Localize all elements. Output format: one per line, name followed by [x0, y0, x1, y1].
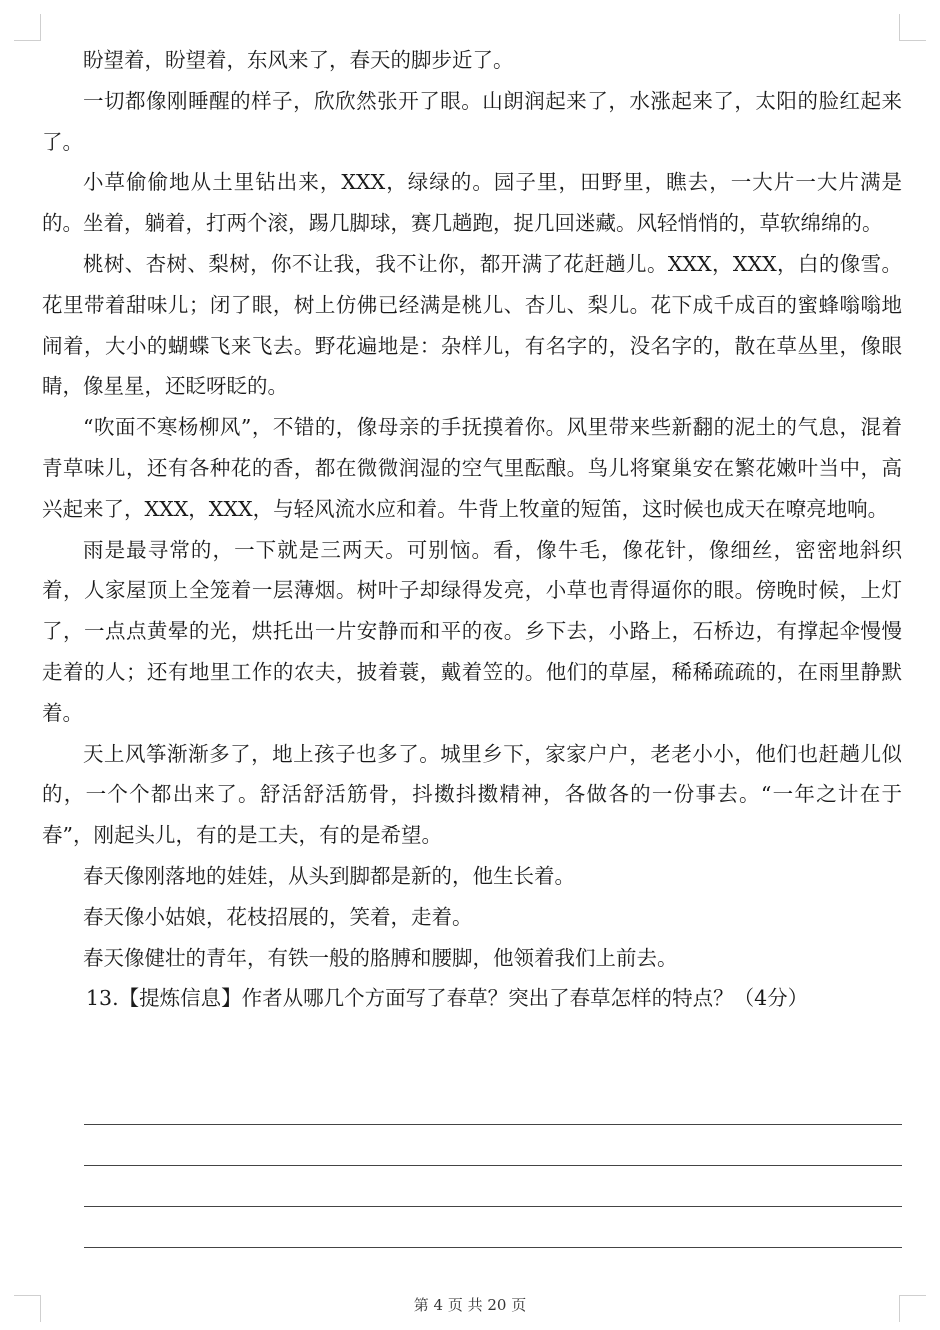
question-13: 13.【提炼信息】作者从哪几个方面写了春草？突出了春草怎样的特点？（4分） [86, 986, 809, 1011]
answer-line[interactable] [84, 1125, 902, 1166]
paragraph-3: 小草偷偷地从土里钻出来，XXX，绿绿的。园子里，田野里，瞧去，一大片一大片满是的。坐着，躺着，打两个滚，踢几脚球，赛几趟跑，捉几回迷藏。风轻悄悄的，草软绵绵的。 [42, 170, 902, 236]
paragraph-1: 盼望着，盼望着，东风来了，春天的脚步近了。 [83, 48, 514, 72]
paragraph-6: 雨是最寻常的，一下就是三两天。可别恼。看，像牛毛，像花针，像细丝，密密地斜织着，人家屋顶上全笼着一层薄烟。树叶子却绿得发亮，小草也青得逼你的眼。傍晚时候，上灯了，一点点黄晕的光，烘托出一片安静而和平的夜。乡下去，小路上，石桥边，有撑起伞慢慢走着的人；还有地里工作的农夫，披着蓑，戴着笠的。他们的草屋，稀稀疏疏的，在雨里静默着。 [42, 537, 902, 725]
paragraph-4: 桃树、杏树、梨树，你不让我，我不让你，都开满了花赶趟儿。XXX，XXX，白的像雪。花里带着甜味儿；闭了眼，树上仿佛已经满是桃儿、杏儿、梨儿。花下成千成百的蜜蜂嗡嗡地闹着，大小的蝴蝶飞来飞去。野花遍地是：杂样儿，有名字的，没名字的，散在草丛里，像眼睛，像星星，还眨呀眨的。 [42, 251, 902, 399]
paragraph-9: 春天像小姑娘，花枝招展的，笑着，走着。 [83, 904, 473, 929]
answer-area[interactable] [84, 1124, 902, 1248]
answer-line[interactable] [84, 1166, 902, 1207]
page-number: 第 4 页 共 20 页 [413, 1296, 527, 1314]
answer-line[interactable] [84, 1207, 902, 1248]
corner-mark-top-right [899, 14, 926, 41]
corner-mark-top-left [14, 14, 41, 41]
paragraph-7: 天上风筝渐渐多了，地上孩子也多了。城里乡下，家家户户，老老小小，他们也赶趟儿似的，一个个都出来了。舒活舒活筋骨，抖擞抖擞精神，各做各的一份事去。“一年之计在于春”，刚起头儿，有的是工夫，有的是希望。 [42, 741, 902, 848]
paragraph-5: “吹面不寒杨柳风”，不错的，像母亲的手抚摸着你。风里带来些新翻的泥土的气息，混着青草味儿，还有各种花的香，都在微微润湿的空气里酝酿。鸟儿将窠巢安在繁花嫩叶当中，高兴起来了，XXX，XXX，与轻风流水应和着。牛背上牧童的短笛，这时候也成天在嘹亮地响。 [42, 415, 902, 521]
paragraph-10: 春天像健壮的青年，有铁一般的胳膊和腰脚，他领着我们上前去。 [83, 945, 678, 970]
paragraph-2: 一切都像刚睡醒的样子，欣欣然张开了眼。山朗润起来了，水涨起来了，太阳的脸红起来了。 [42, 88, 902, 154]
passage [42, 40, 902, 1019]
paragraph-8: 春天像刚落地的娃娃，从头到脚都是新的，他生长着。 [83, 863, 575, 888]
